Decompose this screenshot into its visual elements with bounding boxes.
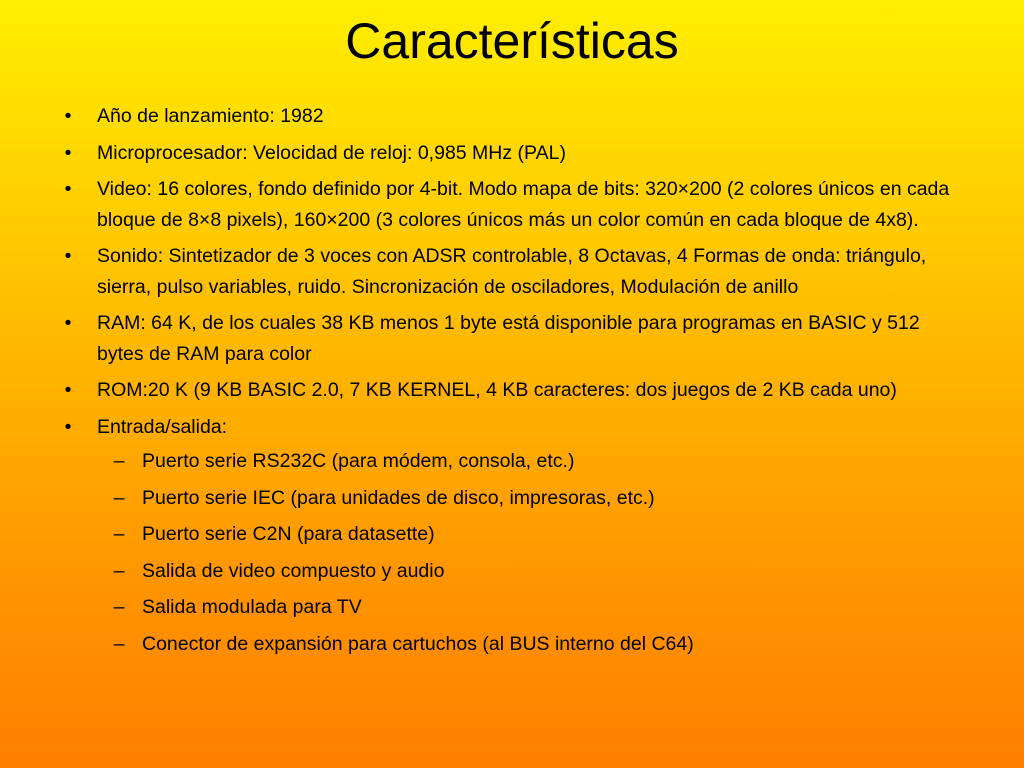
feature-text: Video: 16 colores, fondo definido por 4-bit. Modo mapa de bits: 320×200 (2 colores únicos en cada bloque de 8×8 pixels), 160×200 (3 colores únicos más un color común en cada bloque de 4x8).	[97, 178, 950, 231]
bullet-icon: •	[64, 178, 72, 200]
feature-item-ram	[58, 308, 958, 369]
slide-title: Características	[345, 13, 679, 69]
io-cartridge-connector	[97, 629, 958, 660]
feature-item-rom	[58, 375, 958, 406]
io-port-c2n	[97, 519, 958, 550]
feature-item-io	[58, 412, 958, 660]
bullet-icon: •	[64, 245, 72, 267]
feature-text: Año de lanzamiento: 1982	[97, 105, 324, 127]
bullet-icon: •	[64, 379, 72, 401]
subitem-text: Puerto serie RS232C (para módem, consola, etc.)	[142, 450, 575, 472]
feature-item-video	[58, 174, 958, 235]
dash-icon: –	[113, 632, 125, 655]
feature-item-sound	[58, 241, 958, 302]
feature-text: ROM:20 K (9 KB BASIC 2.0, 7 KB KERNEL, 4 KB caracteres: dos juegos de 2 KB cada uno)	[97, 379, 897, 401]
bullet-icon: •	[64, 415, 72, 438]
bullet-icon: •	[64, 105, 72, 127]
bullet-icon: •	[64, 141, 72, 164]
feature-text: RAM: 64 K, de los cuales 38 KB menos 1 byte está disponible para programas en BASIC y 512 bytes de RAM para color	[97, 312, 920, 365]
subitem-text: Puerto serie C2N (para datasette)	[142, 523, 435, 545]
features-list	[58, 101, 958, 665]
subitem-text: Conector de expansión para cartuchos (al BUS interno del C64)	[142, 632, 694, 655]
io-port-rs232c	[97, 446, 958, 477]
io-tv-output	[97, 592, 958, 623]
dash-icon: –	[113, 523, 125, 545]
feature-text: Entrada/salida:	[97, 415, 228, 438]
dash-icon: –	[113, 450, 125, 472]
feature-item-release-year	[58, 101, 958, 132]
feature-item-microprocessor	[58, 138, 958, 169]
dash-icon: –	[113, 596, 125, 618]
io-sublist	[97, 446, 958, 659]
feature-text: Microprocesador: Velocidad de reloj: 0,985 MHz (PAL)	[97, 141, 566, 164]
subitem-text: Salida de video compuesto y audio	[142, 559, 445, 582]
dash-icon: –	[113, 486, 125, 509]
io-composite-video	[97, 556, 958, 587]
subitem-text: Puerto serie IEC (para unidades de disco, impresoras, etc.)	[142, 486, 655, 509]
subitem-text: Salida modulada para TV	[142, 596, 362, 618]
feature-text: Sonido: Sintetizador de 3 voces con ADSR controlable, 8 Octavas, 4 Formas de onda: triángulo, sierra, pulso variables, ruido. Sincronización de osciladores, Modulación de anillo	[97, 245, 927, 298]
bullet-icon: •	[64, 312, 72, 334]
dash-icon: –	[113, 559, 125, 582]
io-port-iec	[97, 483, 958, 514]
